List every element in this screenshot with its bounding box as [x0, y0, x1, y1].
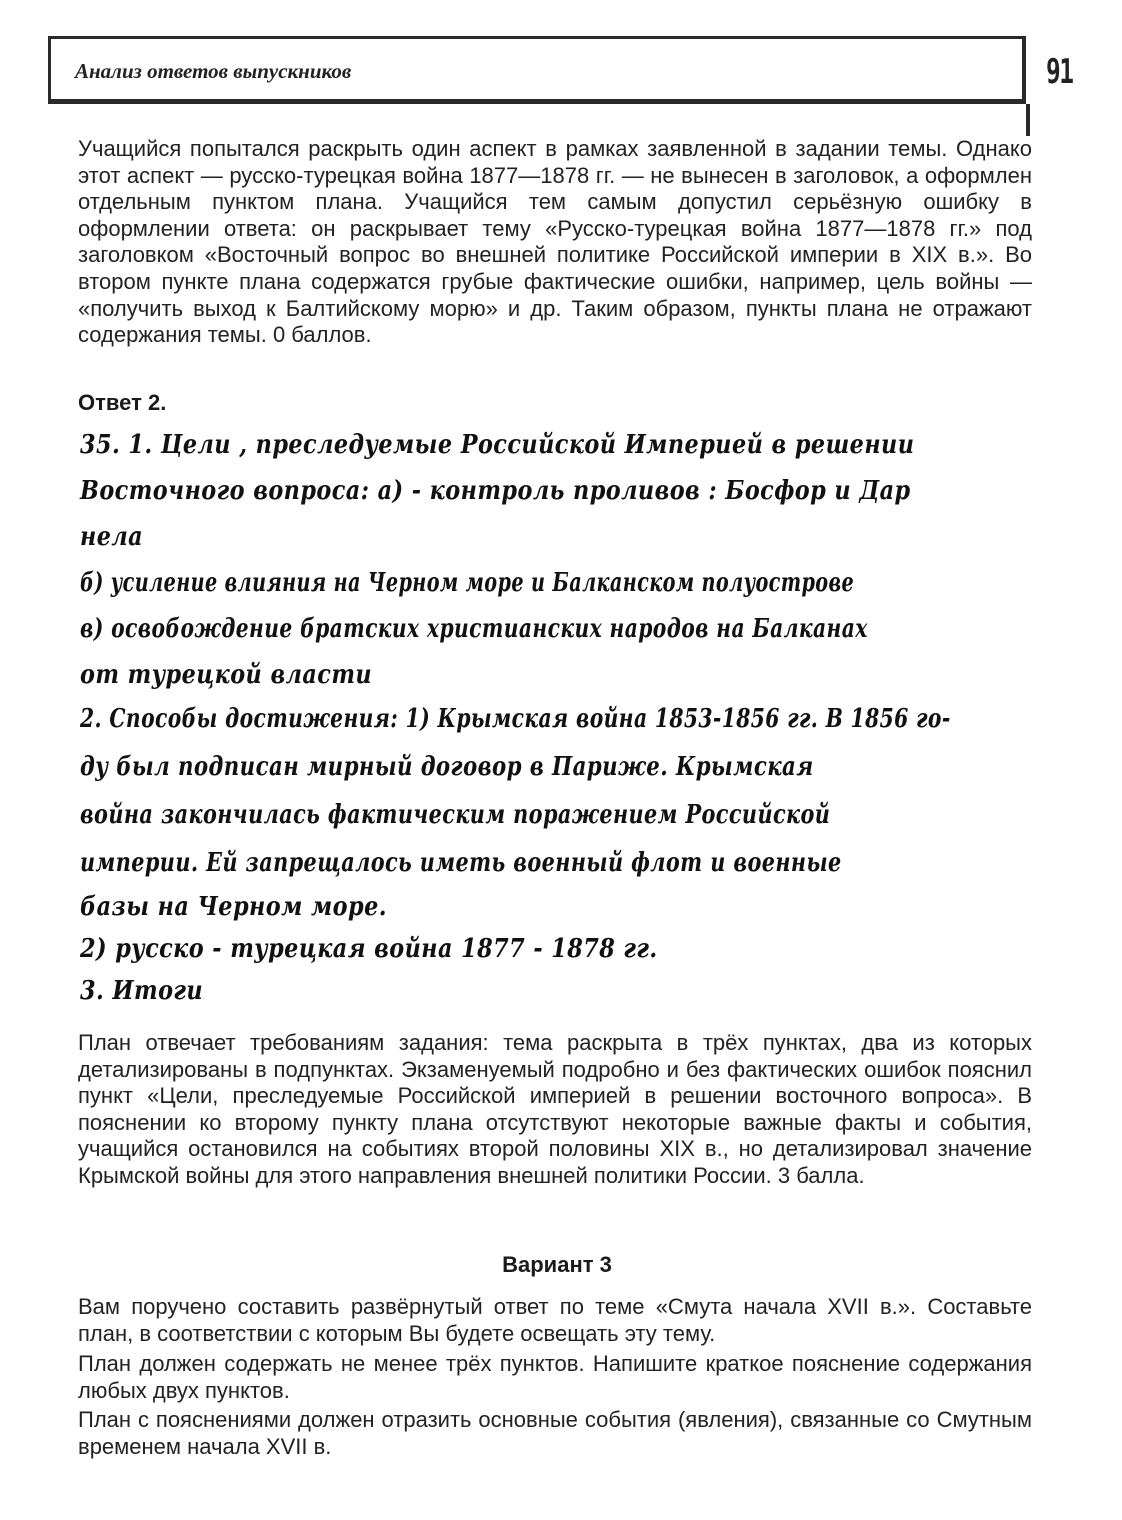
handwritten-line: базы на Черном море. [80, 892, 387, 922]
handwritten-line: нела [80, 522, 144, 552]
handwritten-line: война закончилась фактическим поражением Российской [80, 800, 831, 830]
header-box [48, 36, 1026, 104]
answer-heading: Ответ 2. [78, 390, 167, 415]
handwritten-line: б) усиление влияния на Черном море и Балканском полуострове [80, 568, 855, 598]
variant-paragraph: План с пояснениями должен отразить основные события (явления), связанные со Смутным временем начала XVII в. [78, 1407, 1032, 1459]
page-number: 91 [1046, 52, 1073, 92]
handwritten-line: 2) русско - турецкая война 1877 - 1878 гг. [80, 934, 658, 964]
header-divider [1026, 104, 1030, 136]
handwritten-line: от турецкой власти [80, 660, 373, 690]
handwritten-line: 2. Способы достижения: 1) Крымская война 1853-1856 гг. В 1856 го- [80, 704, 951, 734]
variant-paragraph: План должен содержать не менее трёх пунктов. Напишите краткое пояснение содержания любых двух пунктов. [78, 1351, 1032, 1403]
analysis-paragraph-2: План отвечает требованиям задания: тема раскрыта в трёх пунктах, два из которых детализированы в подпунктах. Экзаменуемый подробно и без фактических ошибок пояснил пункт «Цели, преследуемые Российской империей в решении восточного вопроса». В пояснении ко второму пункту плана отсутствуют некоторые важные факты и события, учащийся остановился на событиях второй половины XIX в., но детализировал значение Крымской войны для этого направления внешней политики России. 3 балла. [78, 1030, 1032, 1188]
analysis-paragraph-1: Учащийся попытался раскрыть один аспект в рамках заявленной в задании темы. Однако этот аспект — русско-турецкая война 1877—1878 гг. — не вынесен в заголовок, а оформлен отдельным пунктом плана. Учащийся тем самым допустил серьёзную ошибку в оформлении ответа: он раскрывает тему «Русско-турецкая война 1877—1878 гг.» под заголовком «Восточный вопрос во внешней политике Российской империи в XIX в.». Во втором пункте плана содержатся грубые фактические ошибки, например, цель войны — «получить выход к Балтийскому морю» и др. Таким образом, пункты плана не отражают содержания темы. 0 баллов. [78, 136, 1032, 348]
variant-heading [0, 1252, 1122, 1278]
handwritten-line: империи. Ей запрещалось иметь военный флот и военные [80, 848, 842, 878]
handwritten-line: 35. 1. Цели , преследуемые Российской Империей в решении [80, 430, 915, 460]
variant-paragraph: Вам поручено составить развёрнутый ответ по теме «Смута начала XVII в.». Составьте план, в соответствии с которым Вы будете освещать эту тему. [78, 1294, 1032, 1346]
variant-heading-text: Вариант 3 [502, 1252, 612, 1277]
handwritten-line: ду был подписан мирный договор в Париже. Крымская [80, 752, 814, 782]
handwritten-answer [80, 430, 951, 1010]
handwritten-line: 3. Итоги [80, 976, 204, 1006]
handwritten-line: в) освобождение братских христианских народов на Балканах [80, 614, 868, 644]
handwritten-line: Восточного вопроса: а) - контроль проливов : Босфор и Дар [80, 476, 911, 506]
header-title: Анализ ответов выпускников [75, 59, 352, 83]
